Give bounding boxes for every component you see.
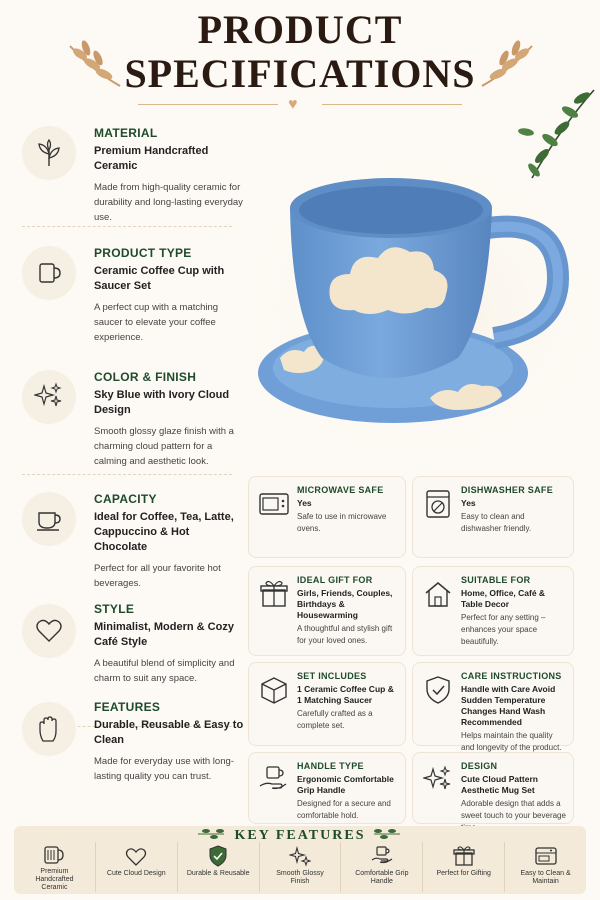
key-feature-item xyxy=(423,842,505,892)
card-set-includes xyxy=(248,662,406,746)
key-feature-label: Cute Cloud Design xyxy=(106,870,166,877)
card-microwave-safe xyxy=(248,476,406,558)
hand-cup-icon xyxy=(257,763,291,797)
laurel-right-icon xyxy=(478,40,540,90)
card-sub: Yes xyxy=(297,498,312,508)
spec-sub: Durable, Reusable & Easy to Clean xyxy=(94,719,244,746)
key-feature-label: Durable & Reusable xyxy=(186,870,250,877)
card-title: HANDLE TYPE xyxy=(297,761,364,771)
card-design xyxy=(412,752,574,824)
spec-sub: Minimalist, Modern & Cozy Café Style xyxy=(94,621,234,648)
spec-sub: Ceramic Coffee Cup with Saucer Set xyxy=(94,265,225,292)
spec-heading: FEATURES xyxy=(94,700,161,714)
card-title: DISHWASHER SAFE xyxy=(461,485,554,495)
spec-desc: Perfect for all your favorite hot beverages. xyxy=(94,563,221,589)
key-feature-label: Easy to Clean & Maintain xyxy=(520,870,571,885)
gift-icon xyxy=(257,577,291,611)
key-features-bar xyxy=(14,826,586,894)
gift-icon xyxy=(453,844,475,868)
card-desc: Designed for a secure and comfortable hold. xyxy=(297,799,391,820)
spec-desc: A beautiful blend of simplicity and charm to suit any space. xyxy=(94,658,235,684)
key-features-title: KEY FEATURES xyxy=(234,828,366,843)
card-dishwasher-safe xyxy=(412,476,574,558)
card-desc: Perfect for any setting – enhances your space beautifully. xyxy=(461,613,546,646)
key-feature-item xyxy=(260,842,342,892)
key-feature-item xyxy=(96,842,178,892)
spec-desc: Made for everyday use with long-lasting quality you can trust. xyxy=(94,756,234,782)
spec-heading: COLOR & FINISH xyxy=(94,370,197,384)
key-feature-label: Perfect for Gifting xyxy=(436,870,491,877)
card-title: DESIGN xyxy=(461,761,498,771)
card-title: SUITABLE FOR xyxy=(461,575,531,585)
hand-icon xyxy=(22,702,76,756)
page-title-line1: PRODUCT xyxy=(197,7,403,52)
card-sub: Home, Office, Café & Table Decor xyxy=(461,588,546,609)
shield-check-icon xyxy=(207,844,229,868)
dishwasher-icon xyxy=(533,844,559,868)
card-desc: Carefully crafted as a complete set. xyxy=(297,709,373,730)
card-desc: Adorable design that adds a sweet touch to your beverage xyxy=(461,799,566,820)
spec-sub: Ideal for Coffee, Tea, Latte, Cappuccino & Hot Chocolate xyxy=(94,511,234,553)
page-title-line2: SPECIFICATIONS xyxy=(124,51,476,96)
sparkle-icon xyxy=(421,763,455,797)
card-sub: Yes xyxy=(461,498,476,508)
card-sub: Handle with Care Avoid Sudden Temperature Changes Hand Wash Recommended xyxy=(461,684,556,727)
card-handle-type xyxy=(248,752,406,824)
heart-icon xyxy=(22,604,76,658)
microwave-icon xyxy=(257,487,291,521)
heart-cloud-icon xyxy=(124,844,148,868)
laurel-small-right-icon xyxy=(372,828,402,840)
spec-heading: CAPACITY xyxy=(94,492,157,506)
key-feature-label: Smooth Glossy Finish xyxy=(276,870,324,885)
sparkle-icon xyxy=(289,844,311,868)
card-ideal-gift xyxy=(248,566,406,656)
home-icon xyxy=(421,577,455,611)
shield-check-icon xyxy=(421,673,455,707)
heart-icon: ♥ xyxy=(288,96,298,113)
spec-sub: Sky Blue with Ivory Cloud Design xyxy=(94,389,230,416)
spec-heading: PRODUCT TYPE xyxy=(94,246,192,260)
spec-heading: STYLE xyxy=(94,602,135,616)
card-sub: Ergonomic Comfortable Grip Handle xyxy=(297,774,394,795)
card-desc: Safe to use in microwave ovens. xyxy=(297,512,387,533)
key-feature-item xyxy=(14,842,96,892)
sparkle-icon xyxy=(22,370,76,424)
spec-desc: A perfect cup with a matching saucer to elevate your coffee experience. xyxy=(94,302,219,343)
key-feature-label: Comfortable Grip Handle xyxy=(355,870,409,885)
leaf-icon xyxy=(22,126,76,180)
card-sub: 1 Ceramic Coffee Cup & 1 Matching Saucer xyxy=(297,684,394,705)
dishwasher-icon xyxy=(421,487,455,521)
card-sub: Girls, Friends, Couples, Birthdays & Housewarming xyxy=(297,588,393,620)
card-sub: Cute Cloud Pattern Aesthetic Mug Set xyxy=(461,774,538,795)
spec-desc: Made from high-quality ceramic for durability and long-lasting everyday use. xyxy=(94,182,243,223)
key-feature-item xyxy=(178,842,260,892)
key-feature-item xyxy=(505,842,586,892)
card-desc: A thoughtful and stylish gift for your loved ones. xyxy=(297,624,393,645)
spec-sub: Premium Handcrafted Ceramic xyxy=(94,145,209,172)
card-title: MICROWAVE SAFE xyxy=(297,485,384,495)
laurel-left-icon xyxy=(62,40,124,90)
card-care-instructions xyxy=(412,662,574,752)
spec-heading: MATERIAL xyxy=(94,126,158,140)
key-feature-item xyxy=(341,842,423,892)
key-feature-label: Premium Handcrafted Ceramic xyxy=(35,868,74,891)
laurel-small-left-icon xyxy=(196,828,226,840)
mug-illustration xyxy=(238,148,600,468)
hand-cup-icon xyxy=(370,844,394,868)
title-divider xyxy=(138,97,462,113)
card-suitable-for xyxy=(412,566,574,656)
card-title: SET INCLUDES xyxy=(297,671,367,681)
card-title: CARE INSTRUCTIONS xyxy=(461,671,562,681)
cup-icon xyxy=(22,246,76,300)
card-title: IDEAL GIFT FOR xyxy=(297,575,373,585)
spec-desc: Smooth glossy glaze finish with a charming cloud pattern for a calming and aesthetic look. xyxy=(94,426,234,467)
coffee-cup-icon xyxy=(22,492,76,546)
card-desc: Easy to clean and dishwasher friendly. xyxy=(461,512,532,533)
ceramic-cup-icon xyxy=(42,844,66,866)
box-icon xyxy=(257,673,291,707)
card-desc: Helps maintain the quality and longevity of the product. xyxy=(461,731,562,752)
